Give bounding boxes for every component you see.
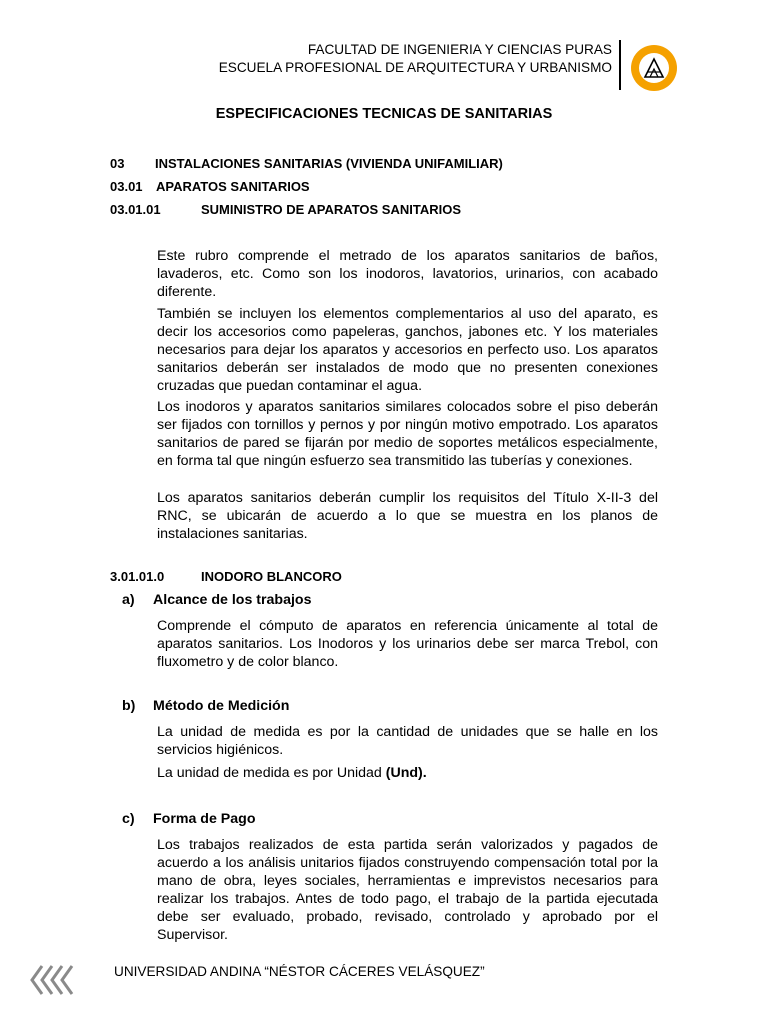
section-label: INSTALACIONES SANITARIAS (VIVIENDA UNIFAMILIAR) <box>155 156 503 171</box>
faculty-logo <box>623 43 685 93</box>
section-label: SUMINISTRO DE APARATOS SANITARIOS <box>201 202 462 217</box>
subsection-c-text: Los trabajos realizados de esta partida serán valorizados y pagados de acuerdo a los análisis unitarios fijados construyendo compensación total por la mano de obra, leyes sociales, herramientas e imprevistos necesarios para realizar los trabajos. Antes de todo pago, el trabajo de la partida ejecutada debe ser evaluado, probado, revisado, controlado y aprobado por el Supervisor. <box>157 837 658 943</box>
intro-paragraph: Este rubro comprende el metrado de los aparatos sanitarios de baños, lavaderos, etc. Como son los inodoros, lavatorios, urinarios, con acabado diferente. <box>157 248 658 300</box>
section-3-01-01-0 <box>110 569 342 584</box>
document-title: ESPECIFICACIONES TECNICAS DE SANITARIAS <box>215 106 553 122</box>
section-label: APARATOS SANITARIOS <box>156 179 310 194</box>
subsection-title: Alcance de los trabajos <box>153 592 312 608</box>
subsection-letter: b) <box>122 698 136 714</box>
intro-paragraph: Los aparatos sanitarios deberán cumplir los requisitos del Título X-II-3 del RNC, se ubicarán de acuerdo a lo que se muestra en los planos de instalaciones sanitarias. <box>157 490 658 542</box>
section-03 <box>110 156 503 171</box>
section-code: 03.01.01 <box>110 202 161 217</box>
footer-university: UNIVERSIDAD ANDINA “NÉSTOR CÁCERES VELÁSQUEZ” <box>114 964 485 979</box>
section-code: 3.01.01.0 <box>110 569 165 584</box>
section-label: INODORO BLANCORO <box>201 569 342 584</box>
header-institution <box>219 41 612 77</box>
subsection-title: Método de Medición <box>153 698 290 714</box>
subsection-b-unit <box>157 764 658 782</box>
header-school: ESCUELA PROFESIONAL DE ARQUITECTURA Y URBANISMO <box>218 60 612 75</box>
intro-paragraph: Los inodoros y aparatos sanitarios similares colocados sobre el piso deberán ser fijados con tornillos y pernos y por ningún motivo empotrado. Los aparatos sanitarios de pared se fijarán por medio de soportes metálicos especialmente, en forma tal que ningún esfuerzo sea transmitido las tuberías y conexiones. <box>157 399 658 469</box>
subsection-letter: c) <box>122 811 135 827</box>
subsection-title: Forma de Pago <box>153 811 256 827</box>
unit-text: La unidad de medida es por Unidad <box>157 765 386 781</box>
subsection-a-text: Comprende el cómputo de aparatos en referencia únicamente al total de aparatos sanitarios. Los Inodoros y los urinarios debe ser marca Trebol, con fluxometro y de color blanco. <box>157 618 658 670</box>
subsection-c-heading <box>122 811 256 827</box>
header-divider <box>619 40 621 90</box>
subsection-a-heading <box>122 592 312 608</box>
intro-paragraph: También se incluyen los elementos complementarios al uso del aparato, es decir los accesorios como papeleras, ganchos, jabones etc. Y los materiales necesarios para dejar los aparatos y accesorios en perfecto uso. Los aparatos sanitarios deberán ser instalados de modo que no presenten conexiones cruzadas que puedan contaminar el agua. <box>157 306 658 394</box>
unit-value: (Und). <box>385 765 427 781</box>
subsection-letter: a) <box>122 592 135 608</box>
section-03-01-01 <box>110 202 462 217</box>
header-faculty: FACULTAD DE INGENIERIA Y CIENCIAS PURAS <box>307 42 612 57</box>
section-code: 03.01 <box>110 179 143 194</box>
section-03-01 <box>110 179 310 194</box>
chevrons-icon <box>30 962 80 998</box>
subsection-b-text: La unidad de medida es por la cantidad de unidades que se halle en los servicios higiénicos. <box>157 724 658 758</box>
subsection-b-heading <box>122 698 289 714</box>
section-code: 03 <box>110 156 125 171</box>
